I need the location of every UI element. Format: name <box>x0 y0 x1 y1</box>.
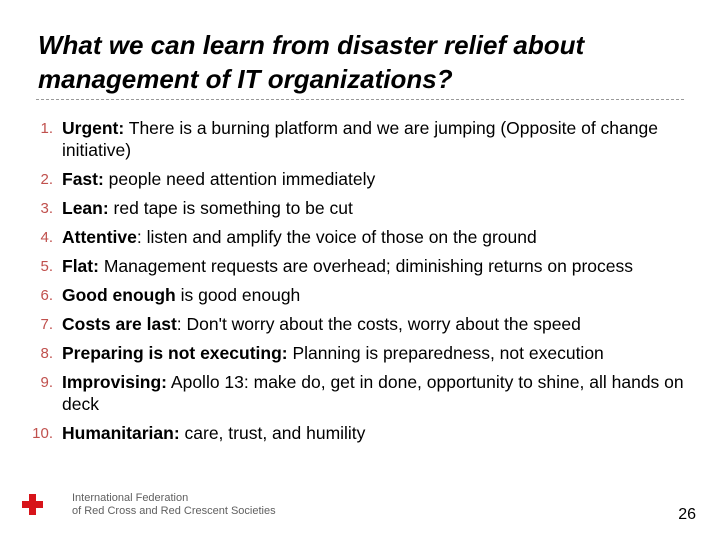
item-label: Lean: <box>62 198 109 218</box>
item-text: is good enough <box>175 285 301 305</box>
item-label: Preparing is not executing: <box>62 343 288 363</box>
item-number: 9. <box>40 374 53 391</box>
title-divider <box>36 99 684 100</box>
list-item <box>0 117 720 161</box>
item-text: Apollo 13: make do, get in done, opportunity to shine, all hands on deck <box>62 372 684 414</box>
list-item <box>0 313 720 335</box>
item-label: Flat: <box>62 256 99 276</box>
item-text: Management requests are overhead; diminishing returns on process <box>98 256 633 276</box>
item-number: 5. <box>40 258 53 275</box>
item-label: Urgent: <box>62 118 125 138</box>
list-item <box>0 226 720 248</box>
list-item <box>0 255 720 277</box>
item-text: people need attention immediately <box>103 169 376 189</box>
item-number: 6. <box>40 287 53 304</box>
list-item <box>0 422 720 444</box>
item-text: Planning is preparedness, not execution <box>287 343 604 363</box>
item-text: : listen and amplify the voice of those on the ground <box>136 227 537 247</box>
item-text: red tape is something to be cut <box>108 198 353 218</box>
org-line-1: International Federation <box>72 492 189 504</box>
title-line-2: management of IT organizations? <box>38 64 453 94</box>
item-number: 2. <box>40 171 53 188</box>
item-number: 4. <box>40 229 53 246</box>
item-text: : Don't worry about the costs, worry about the speed <box>176 314 581 334</box>
item-number: 10. <box>32 425 53 442</box>
item-label: Good enough <box>62 285 176 305</box>
item-label: Fast: <box>62 169 104 189</box>
item-label: Attentive <box>62 227 137 247</box>
slide-title <box>38 28 678 96</box>
item-label: Humanitarian: <box>62 423 180 443</box>
org-line-2: of Red Cross and Red Crescent Societies <box>72 505 276 517</box>
title-line-1: What we can learn from disaster relief about <box>38 30 585 60</box>
organization-name <box>72 492 276 518</box>
list-item <box>0 168 720 190</box>
item-number: 7. <box>40 316 53 333</box>
lessons-list <box>0 117 720 451</box>
item-number: 8. <box>40 345 53 362</box>
page-number: 26 <box>678 506 696 523</box>
list-item <box>0 197 720 219</box>
item-text: There is a burning platform and we are jumping (Opposite of change initiative) <box>62 118 658 160</box>
item-label: Costs are last <box>62 314 177 334</box>
list-item <box>0 284 720 306</box>
item-text: care, trust, and humility <box>179 423 366 443</box>
ifrc-logo-icon <box>18 489 68 523</box>
item-number: 1. <box>40 120 53 137</box>
item-label: Improvising: <box>62 372 168 392</box>
list-item <box>0 342 720 364</box>
item-number: 3. <box>40 200 53 217</box>
list-item <box>0 371 720 415</box>
